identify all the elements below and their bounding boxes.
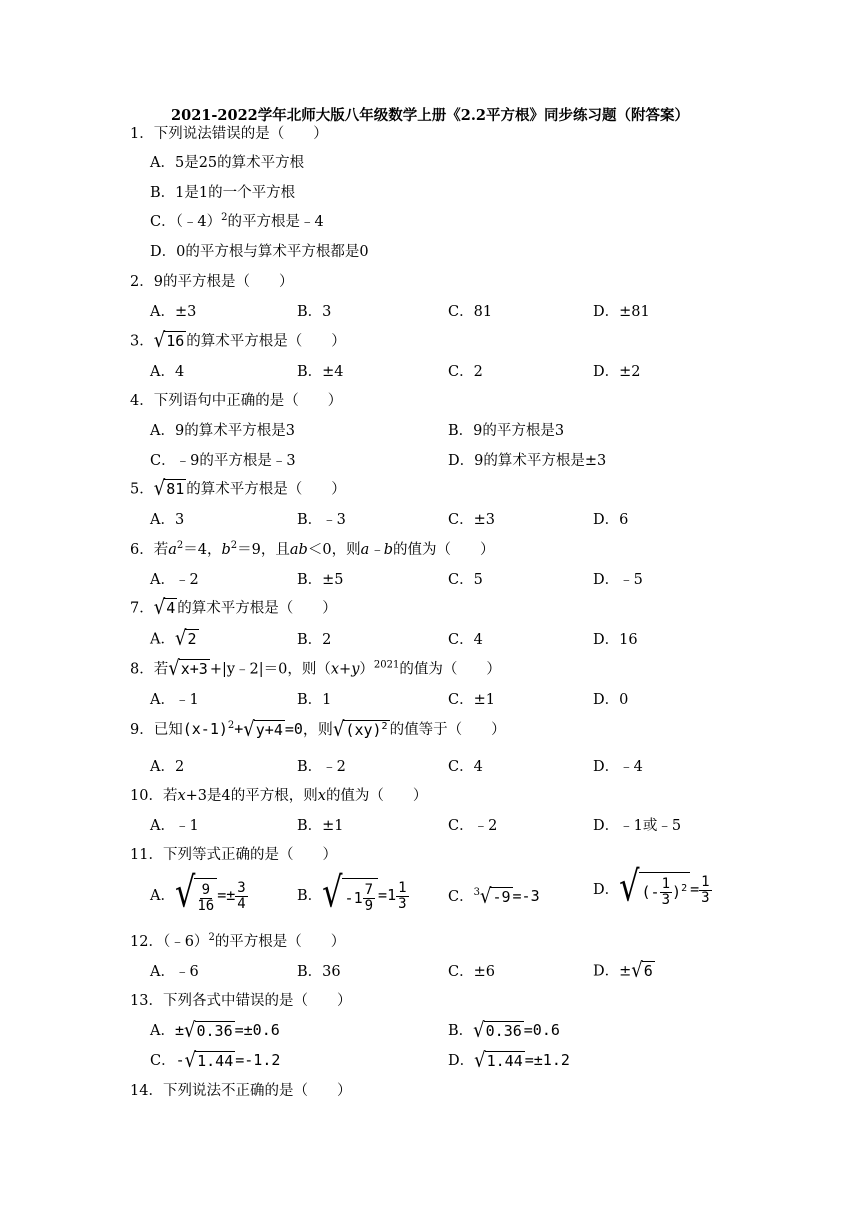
question-6-option-d: D．﹣5 (593, 572, 643, 588)
question-8-option-a: A．﹣1 (150, 692, 199, 708)
sqrt-expression: √ $\frac{9}{16}$ (175, 878, 217, 914)
sqrt-expression: √6 (631, 958, 653, 983)
sqrt-expression: √y+4 (243, 716, 283, 741)
sqrt-expression: √2 (174, 626, 197, 651)
question-6-stem: 6．若$a^2=4$，$b^2=9$，且ab＜0，则a﹣b的值为（ ） (130, 540, 495, 558)
question-9-option-b: B．﹣2 (297, 759, 346, 775)
question-9-stem: 9．已知$(x-1)^2+√y+4 =0$，则√(xy)$^2$ 的值等于（ ） (130, 716, 506, 741)
question-11-option-b: B．√ -1 $\frac{7}{9}$ =1 $\frac{1}{3}$ (297, 867, 407, 917)
question-2-option-a: A．±3 (150, 304, 197, 320)
question-1-option-b: B．1是1的一个平方根 (150, 185, 296, 201)
question-7-option-c: C．4 (448, 632, 483, 648)
question-4-option-c: C．﹣9的平方根是﹣3 (150, 453, 296, 469)
question-4-stem: 4．下列语句中正确的是（ ） (130, 393, 343, 409)
sqrt-expression: √(xy)$^2$ (332, 716, 388, 741)
sqrt-expression: √0.36 (473, 1017, 522, 1042)
question-2-option-b: B．3 (297, 304, 332, 320)
sqrt-expression: √x+3 (168, 656, 208, 681)
sqrt-expression: √1.44 (184, 1047, 234, 1072)
sqrt-expression: √81 (153, 476, 185, 501)
question-12-option-b: B．36 (297, 964, 341, 980)
question-4-option-d: D．9的算术平方根是±3 (448, 453, 607, 469)
question-7-option-d: D．16 (593, 632, 638, 648)
question-13-option-a: A．±√0.36 =±0.6 (150, 1017, 280, 1042)
question-11-option-c: C．$^3$√-9 =-3 (448, 883, 540, 908)
question-11-option-a: A．√ $\frac{9}{16}$ =± $\frac{3}{4}$ (150, 867, 246, 917)
question-12-option-c: C．±6 (448, 964, 495, 980)
document-title: 2021-2022学年北师大版八年级数学上册《2.2平方根》同步练习题（附答案） (171, 107, 689, 124)
question-13-option-c: C．-√1.44 =-1.2 (150, 1047, 281, 1072)
question-7-option-b: B．2 (297, 632, 332, 648)
question-3-option-c: C．2 (448, 364, 483, 380)
question-1-option-a: A．5是25的算术平方根 (150, 155, 305, 171)
question-10-option-a: A．﹣1 (150, 818, 199, 834)
question-2-option-c: C．81 (448, 304, 493, 320)
question-3-stem: 3．√16 的算术平方根是（ ） (130, 328, 346, 353)
question-7-stem: 7．√4 的算术平方根是（ ） (130, 595, 337, 620)
question-8-option-d: D．0 (593, 692, 629, 708)
question-2-stem: 2．9的平方根是（ ） (130, 274, 294, 290)
question-9-option-a: A．2 (150, 759, 185, 775)
sqrt-expression: √ (- $\frac{1}{3}$ )$^2$ (619, 872, 690, 908)
question-12-option-d: D．±√6 (593, 958, 653, 983)
question-3-option-b: B．±4 (297, 364, 344, 380)
question-14-stem: 14．下列说法不正确的是（ ） (130, 1083, 352, 1099)
question-10-option-b: B．±1 (297, 818, 344, 834)
question-12-stem: 12．（﹣6）$^2$的平方根是（ ） (130, 932, 346, 950)
question-6-option-a: A．﹣2 (150, 572, 199, 588)
question-1-option-d: D．0的平方根与算术平方根都是0 (150, 244, 369, 260)
cube-root-expression: √-9 (479, 883, 511, 908)
question-5-option-b: B．﹣3 (297, 512, 346, 528)
question-13-stem: 13．下列各式中错误的是（ ） (130, 993, 352, 1009)
question-12-option-a: A．﹣6 (150, 964, 199, 980)
question-4-option-b: B．9的平方根是3 (448, 423, 565, 439)
question-10-option-d: D．﹣1或﹣5 (593, 818, 682, 834)
question-5-option-a: A．3 (150, 512, 185, 528)
question-13-option-d: D．√1.44 =±1.2 (448, 1047, 570, 1072)
sqrt-expression: √4 (153, 595, 176, 620)
question-5-option-c: C．±3 (448, 512, 495, 528)
question-1-option-c: C．（﹣4）$^2$的平方根是﹣4 (150, 212, 324, 230)
question-6-option-b: B．±5 (297, 572, 344, 588)
sqrt-expression: √0.36 (184, 1017, 233, 1042)
question-3-option-d: D．±2 (593, 364, 641, 380)
question-13-option-b: B．√0.36 =0.6 (448, 1017, 560, 1042)
question-1-stem: 1．下列说法错误的是（ ） (130, 126, 328, 142)
question-7-option-a: A．√2 (150, 626, 197, 651)
sqrt-expression: √ -1 $\frac{7}{9}$ (322, 878, 378, 914)
question-8-stem: 8．若√x+3 +|y﹣2|＝0，则$(x+y)^{2021}$的值为（ ） (130, 656, 501, 681)
question-6-option-c: C．5 (448, 572, 483, 588)
question-8-option-b: B．1 (297, 692, 332, 708)
question-10-option-c: C．﹣2 (448, 818, 498, 834)
question-5-option-d: D．6 (593, 512, 629, 528)
question-3-option-a: A．4 (150, 364, 185, 380)
question-8-option-c: C．±1 (448, 692, 495, 708)
question-11-option-d: D．√ (- $\frac{1}{3}$ )$^2$ = $\frac{1}{3}$ (593, 861, 710, 911)
question-11-stem: 11．下列等式正确的是（ ） (130, 847, 337, 863)
question-2-option-d: D．±81 (593, 304, 650, 320)
question-9-option-d: D．﹣4 (593, 759, 643, 775)
question-4-option-a: A．9的算术平方根是3 (150, 423, 295, 439)
question-9-option-c: C．4 (448, 759, 483, 775)
question-10-stem: 10．若x+3是4的平方根，则x的值为（ ） (130, 788, 428, 804)
sqrt-expression: √1.44 (474, 1047, 523, 1072)
question-5-stem: 5．√81 的算术平方根是（ ） (130, 476, 346, 501)
sqrt-expression: √16 (153, 328, 185, 353)
